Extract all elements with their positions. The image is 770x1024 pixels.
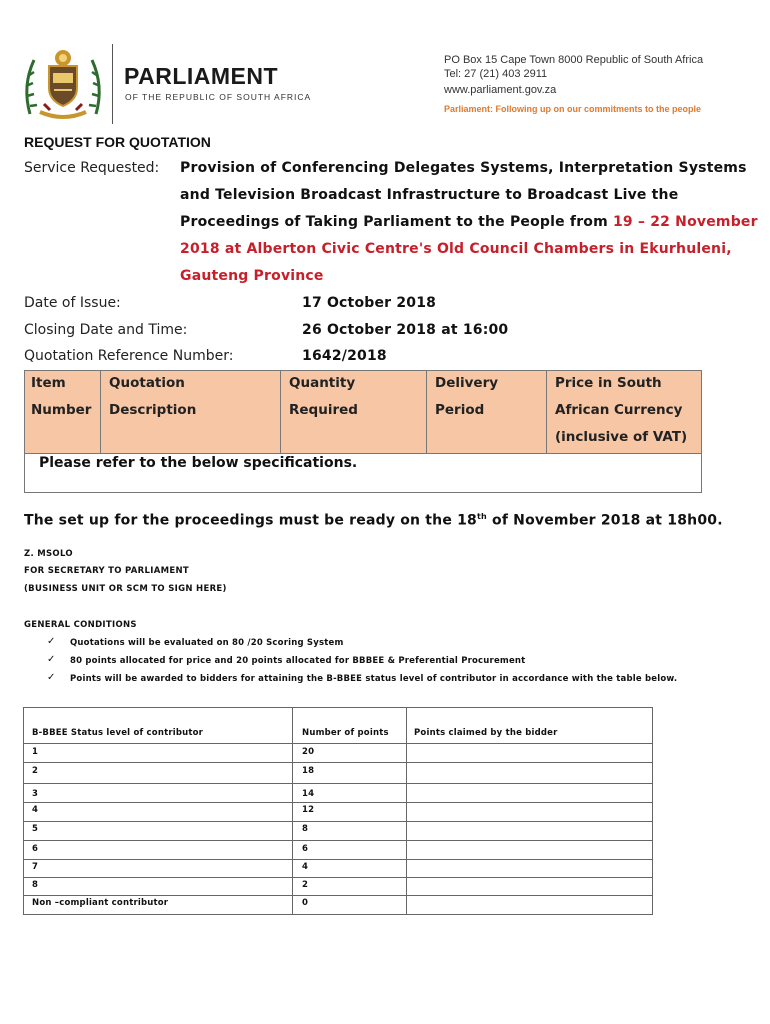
condition-item: Points will be awarded to bidders for attaining the B-BBEE status level of contributor in accordance with the table below.	[70, 674, 678, 684]
service-line-4: 2018 at Alberton Civic Centre's Old Council Chambers in Ekurhuleni,	[180, 241, 732, 257]
header-status-level: B-BBEE Status level of contributor	[32, 728, 204, 738]
signatory-name: Z. MSOLO	[24, 549, 73, 559]
telephone: Tel: 27 (21) 403 2911	[444, 68, 548, 80]
org-name: PARLIAMENT	[124, 63, 279, 89]
table-row: 3 14	[24, 784, 652, 803]
signature-instruction: (BUSINESS UNIT OR SCM TO SIGN HERE)	[24, 584, 227, 594]
service-dates: 19 – 22 November	[612, 214, 758, 230]
table-row: Non –compliant contributor 0	[24, 896, 652, 914]
service-line-1: Provision of Conferencing Delegates Systems, Interpretation Systems	[180, 160, 747, 176]
condition-item: 80 points allocated for price and 20 points allocated for BBBEE & Preferential Procurement	[70, 656, 526, 666]
coat-of-arms-logo	[20, 46, 106, 122]
issue-date-label: Date of Issue:	[24, 295, 121, 311]
header-quantity: Quantity Required	[281, 371, 427, 453]
header-divider	[112, 44, 113, 124]
table-row: 5 8	[24, 822, 652, 841]
condition-item: Quotations will be evaluated on 80 /20 Scoring System	[70, 638, 344, 648]
table-row: 4 12	[24, 803, 652, 822]
table-row: 8 2	[24, 878, 652, 896]
header-delivery: Delivery Period	[427, 371, 547, 453]
table-row: 7 4	[24, 860, 652, 878]
service-line-3-text: Proceedings of Taking Parliament to the People from	[180, 214, 613, 230]
check-icon: ✓	[47, 672, 56, 683]
document-title: REQUEST FOR QUOTATION	[24, 134, 211, 150]
org-subtitle: OF THE REPUBLIC OF SOUTH AFRICA	[125, 92, 312, 102]
quotation-table	[24, 370, 702, 493]
table-row: 1 20	[24, 744, 652, 763]
setup-deadline: The set up for the proceedings must be ready on the 18th of November 2018 at 18h00.	[24, 512, 723, 529]
header-item-number: Item Number	[25, 371, 101, 453]
issue-date-value: 17 October 2018	[302, 295, 437, 311]
service-line-5: Gauteng Province	[180, 268, 324, 284]
header-description: Quotation Description	[101, 371, 281, 453]
reference-value: 1642/2018	[302, 348, 387, 364]
service-line-2: and Television Broadcast Infrastructure to Broadcast Live the	[180, 187, 679, 203]
signatory-role: FOR SECRETARY TO PARLIAMENT	[24, 566, 189, 576]
table-row: 2 18	[24, 763, 652, 784]
quotation-table-header	[25, 371, 701, 454]
website-link[interactable]: www.parliament.gov.za	[444, 84, 557, 96]
service-label: Service Requested:	[24, 160, 160, 176]
bbbee-points-table	[23, 707, 653, 915]
check-icon: ✓	[47, 654, 56, 665]
tagline: Parliament: Following up on our commitments to the people	[444, 104, 702, 114]
conditions-title: GENERAL CONDITIONS	[24, 620, 137, 630]
header-points: Number of points	[302, 728, 389, 738]
closing-date-label: Closing Date and Time:	[24, 322, 188, 338]
check-icon: ✓	[47, 636, 56, 647]
points-table-header	[24, 708, 652, 744]
postal-address: PO Box 15 Cape Town 8000 Republic of South Africa	[444, 54, 704, 66]
header-claimed: Points claimed by the bidder	[414, 728, 558, 738]
reference-label: Quotation Reference Number:	[24, 348, 234, 364]
quotation-note: Please refer to the below specifications.	[39, 455, 358, 471]
service-line-3	[180, 214, 758, 230]
header-price: Price in South African Currency (inclusive of VAT)	[555, 375, 688, 445]
table-row: 6 6	[24, 841, 652, 860]
closing-date-value: 26 October 2018 at 16:00	[302, 322, 509, 338]
